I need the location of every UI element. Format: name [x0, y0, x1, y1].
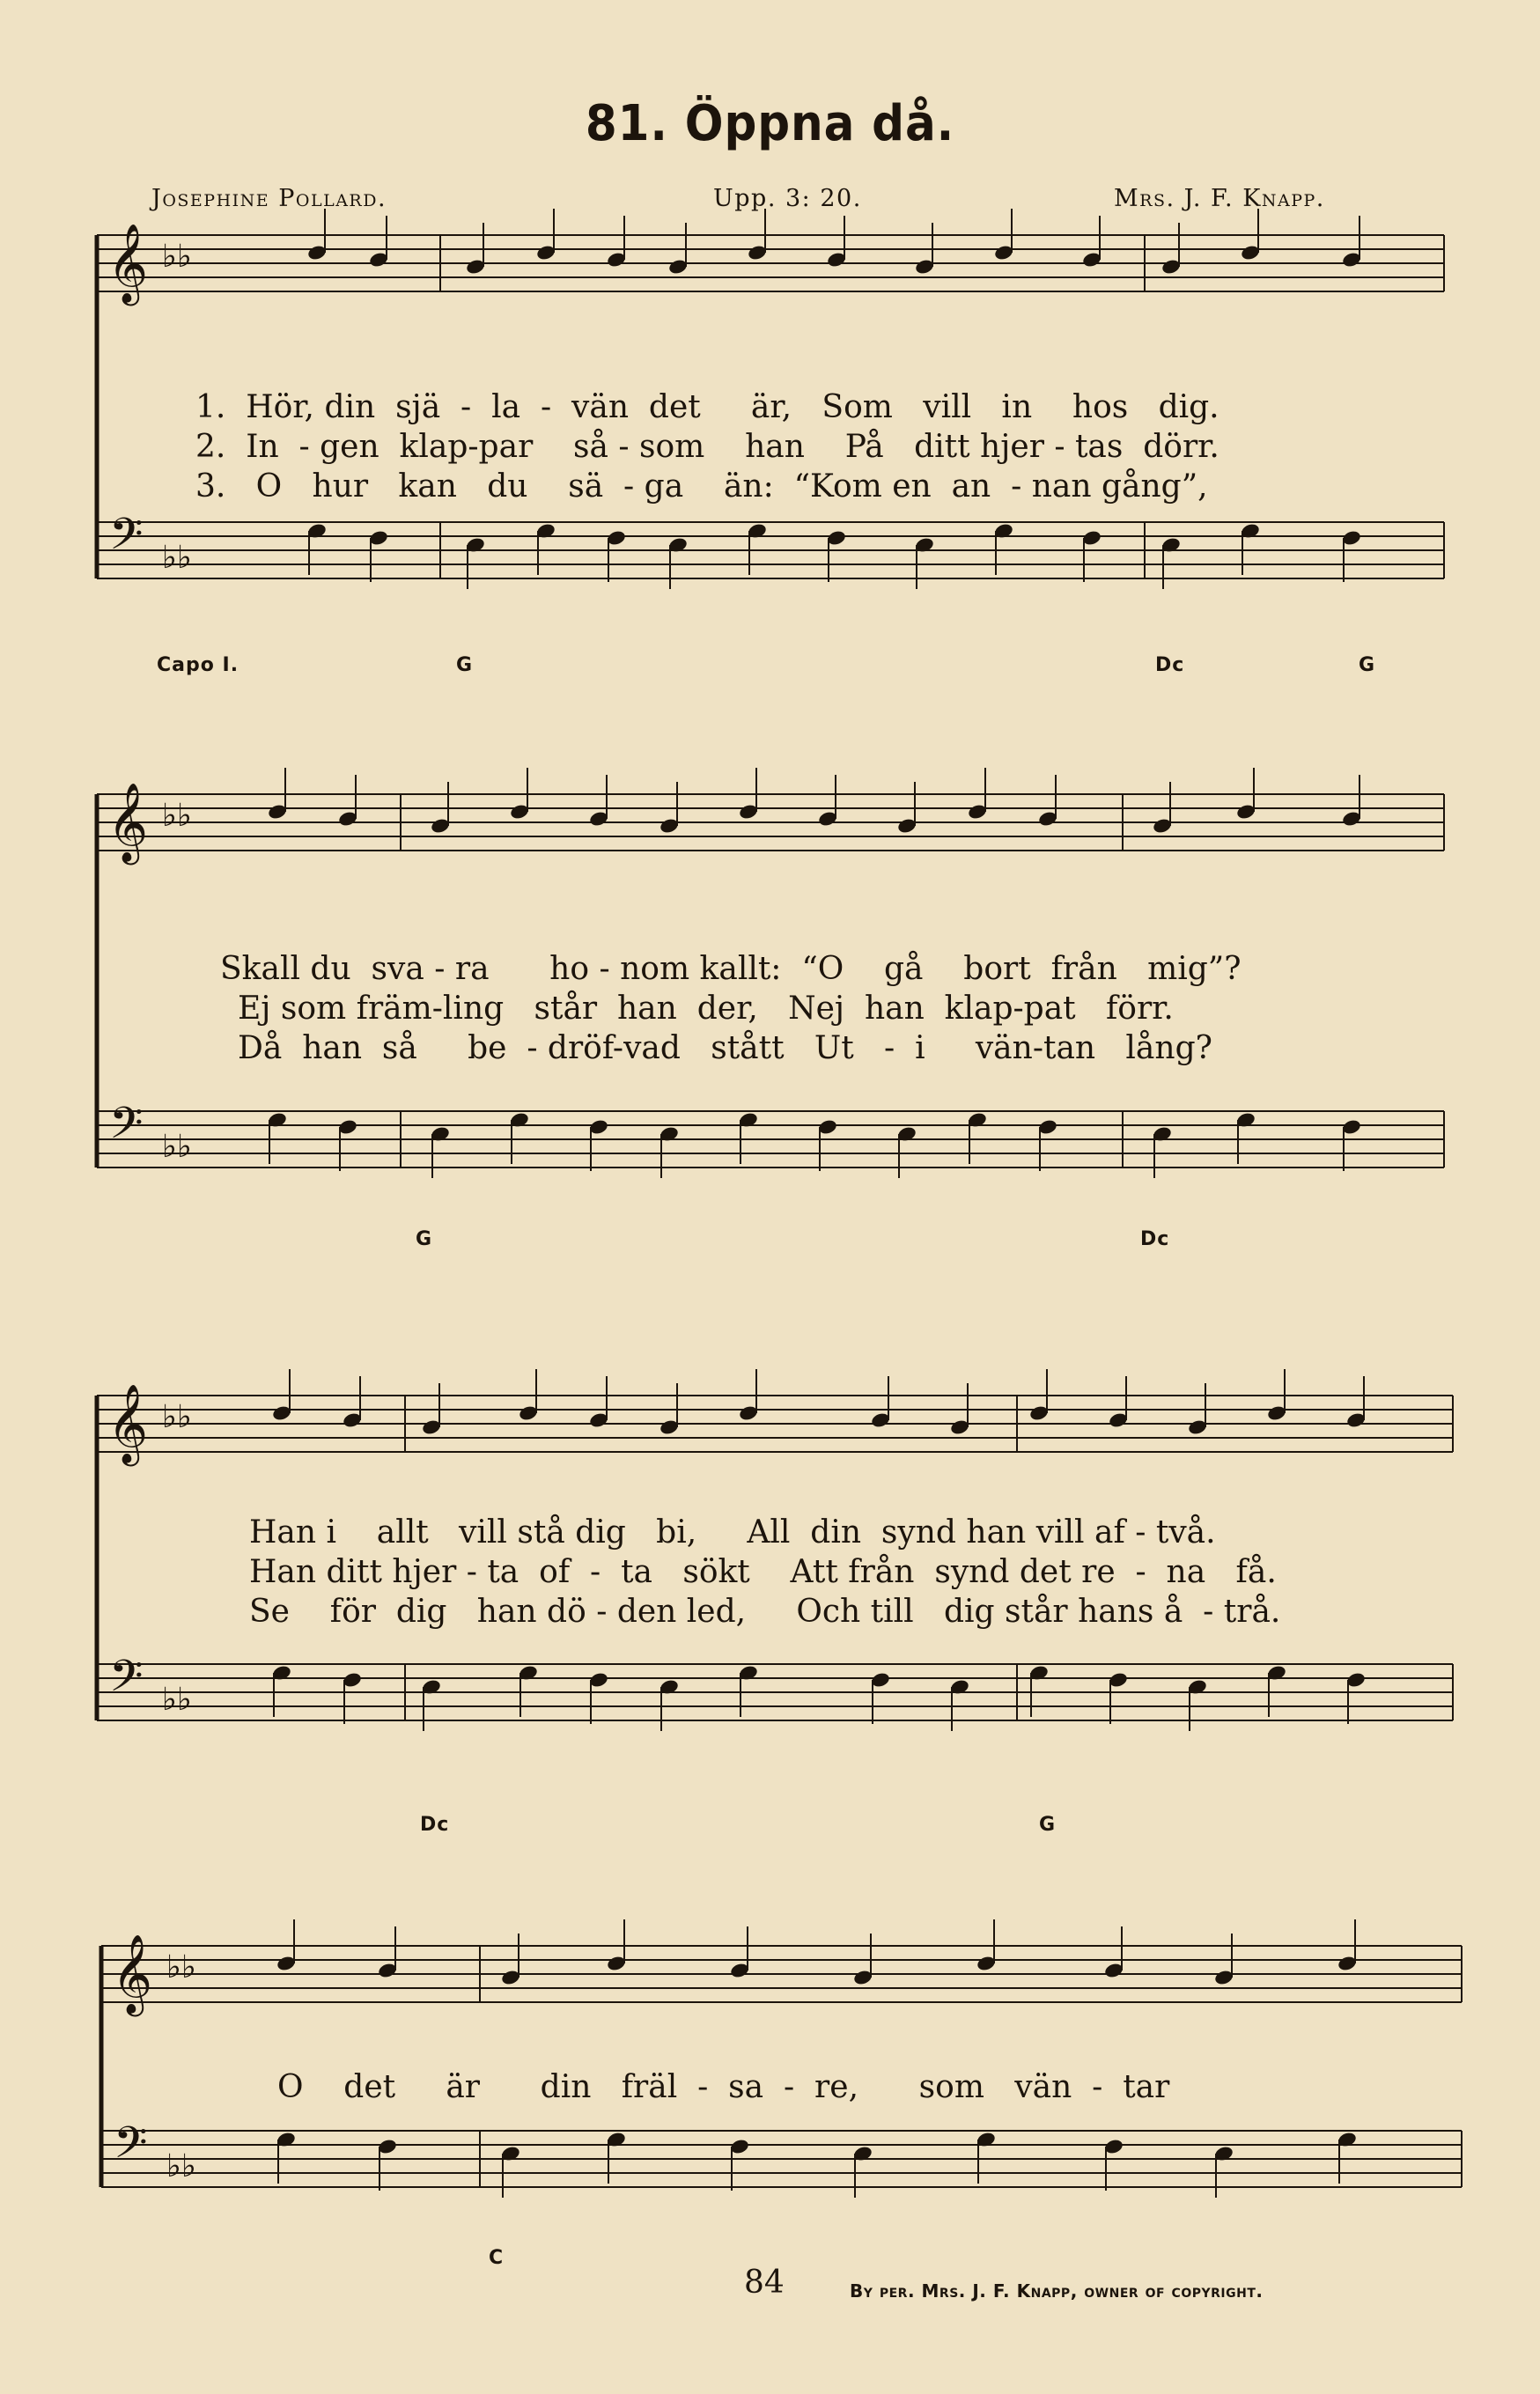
treble-notes: [267, 768, 1362, 835]
flat-icon: ♭♭: [162, 239, 192, 275]
flat-icon: ♭♭: [162, 1399, 192, 1435]
bass-clef-icon: 𝄢: [114, 2118, 148, 2179]
bass-staff: [97, 1664, 1453, 1720]
flat-icon: ♭♭: [162, 1129, 192, 1165]
treble-staff: [97, 235, 1444, 291]
treble-clef-icon: 𝄞: [112, 1934, 153, 2014]
treble-clef-icon: 𝄞: [107, 783, 149, 862]
flat-icon: ♭♭: [166, 1949, 196, 1985]
treble-notes: [276, 1919, 1358, 1986]
chord-label: G: [456, 654, 474, 676]
treble-staff: [97, 1396, 1453, 1452]
chord-label: Dc: [420, 1814, 450, 1836]
system-2-verse-3: Då han så be - dröf-vad stått Ut - i vän-tan lång?: [238, 1030, 1212, 1066]
scripture-reference: Upp. 3: 20.: [713, 185, 862, 212]
treble-notes: [271, 1369, 1367, 1436]
treble-clef-icon: 𝄞: [107, 1384, 149, 1463]
flat-icon: ♭♭: [162, 798, 192, 834]
treble-staff: [101, 1946, 1462, 2002]
system-4-verse-1: O det är din fräl - sa - re, som vän - tar: [277, 2069, 1170, 2105]
system-2-verse-1: Skall du sva - ra ho - nom kallt: “O gå bort från mig”?: [220, 951, 1242, 987]
hymn-title: 81. Öppna då.: [585, 95, 955, 152]
chord-label: C: [489, 2247, 505, 2269]
bass-clef-icon: 𝄢: [109, 1098, 144, 1160]
bass-clef-icon: 𝄢: [109, 509, 144, 571]
chord-label: G: [416, 1228, 433, 1250]
treble-clef-icon: 𝄞: [107, 224, 149, 303]
system-3-verse-2: Han ditt hjer - ta of - ta sökt Att från synd det re - na få.: [249, 1554, 1277, 1590]
system-1-verse-3: 3. O hur kan du sä - ga än: “Kom en an - nan gång”,: [195, 468, 1208, 505]
treble-notes: [306, 209, 1362, 276]
system-2-verse-2: Ej som främ-ling står han der, Nej han klap-pat förr.: [238, 991, 1174, 1027]
capo-label: Capo I.: [157, 654, 239, 676]
treble-staff: [97, 794, 1444, 851]
copyright-notice: By per. Mrs. J. F. Knapp, owner of copyright.: [850, 2280, 1264, 2302]
chord-label: G: [1359, 654, 1376, 676]
author-credit: Josephine Pollard.: [151, 185, 387, 212]
system-3-verse-1: Han i allt vill stå dig bi, All din synd han vill af - två.: [249, 1514, 1216, 1551]
flat-icon: ♭♭: [166, 2148, 196, 2184]
bass-staff: [101, 2131, 1462, 2187]
chord-label: Dc: [1140, 1228, 1170, 1250]
bass-clef-icon: 𝄢: [109, 1651, 144, 1713]
system-1-verse-2: 2. In - gen klap-par så - som han På ditt hjer - tas dörr.: [195, 429, 1219, 465]
system-3-verse-3: Se för dig han dö - den led, Och till dig står hans å - trå.: [249, 1594, 1281, 1630]
page-number: 84: [744, 2265, 785, 2301]
chord-label: Dc: [1155, 654, 1185, 676]
composer-credit: Mrs. J. F. Knapp.: [1114, 185, 1325, 212]
chord-label: G: [1039, 1814, 1057, 1836]
system-1-verse-1: 1. Hör, din sjä - la - vän det är, Som vill in hos dig.: [195, 389, 1219, 425]
flat-icon: ♭♭: [162, 540, 192, 576]
flat-icon: ♭♭: [162, 1682, 192, 1718]
